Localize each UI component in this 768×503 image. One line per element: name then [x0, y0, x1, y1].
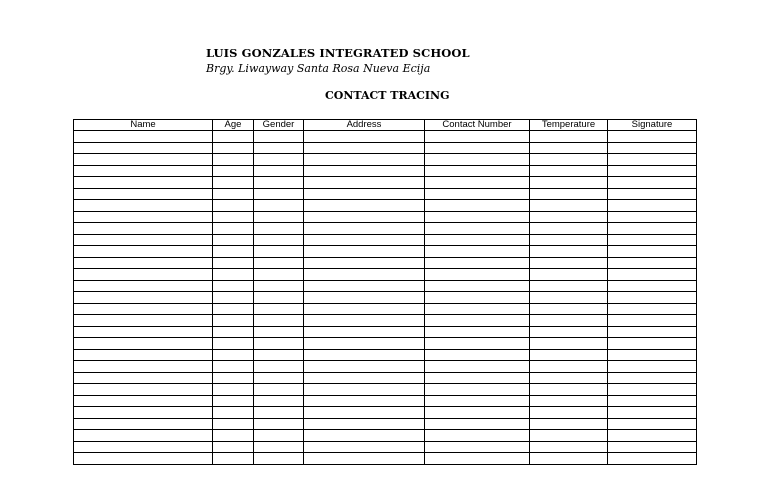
- column-header-signature: Signature: [608, 120, 697, 131]
- table-cell[interactable]: [254, 188, 304, 200]
- table-cell[interactable]: [608, 200, 697, 212]
- table-cell[interactable]: [74, 142, 213, 154]
- table-cell[interactable]: [425, 349, 530, 361]
- table-cell[interactable]: [530, 131, 608, 143]
- table-cell[interactable]: [254, 292, 304, 304]
- table-cell[interactable]: [608, 326, 697, 338]
- table-row: [74, 349, 697, 361]
- table-cell[interactable]: [608, 280, 697, 292]
- table-cell[interactable]: [213, 384, 254, 396]
- table-cell[interactable]: [74, 338, 213, 350]
- table-cell[interactable]: [425, 453, 530, 465]
- table-row: [74, 441, 697, 453]
- table-cell[interactable]: [530, 177, 608, 189]
- column-header-contact-number: Contact Number: [425, 120, 530, 131]
- table-cell[interactable]: [254, 154, 304, 166]
- contact-tracing-table: [73, 119, 697, 465]
- table-cell[interactable]: [74, 246, 213, 258]
- table-cell[interactable]: [425, 407, 530, 419]
- column-header-address: Address: [304, 120, 425, 131]
- table-cell[interactable]: [304, 338, 425, 350]
- table-cell[interactable]: [213, 292, 254, 304]
- table-cell[interactable]: [254, 407, 304, 419]
- table-cell[interactable]: [425, 326, 530, 338]
- table-cell[interactable]: [530, 211, 608, 223]
- table-cell[interactable]: [425, 165, 530, 177]
- table-row: [74, 372, 697, 384]
- table-cell[interactable]: [74, 257, 213, 269]
- table-cell[interactable]: [304, 430, 425, 442]
- table-cell[interactable]: [304, 361, 425, 373]
- table-cell[interactable]: [608, 246, 697, 258]
- table-cell[interactable]: [304, 292, 425, 304]
- table-cell[interactable]: [304, 142, 425, 154]
- table-row: [74, 142, 697, 154]
- table-row: [74, 280, 697, 292]
- table-cell[interactable]: [530, 257, 608, 269]
- table-cell[interactable]: [254, 269, 304, 281]
- table-row: [74, 234, 697, 246]
- table-cell[interactable]: [213, 269, 254, 281]
- table-cell[interactable]: [530, 223, 608, 235]
- table-cell[interactable]: [530, 441, 608, 453]
- table-cell[interactable]: [530, 395, 608, 407]
- table-cell[interactable]: [608, 223, 697, 235]
- table-cell[interactable]: [213, 142, 254, 154]
- table-cell[interactable]: [254, 257, 304, 269]
- table-row: [74, 269, 697, 281]
- table-cell[interactable]: [425, 142, 530, 154]
- table-cell[interactable]: [74, 384, 213, 396]
- table-cell[interactable]: [74, 154, 213, 166]
- table-cell[interactable]: [425, 303, 530, 315]
- table-cell[interactable]: [254, 142, 304, 154]
- table-cell[interactable]: [608, 315, 697, 327]
- table-cell[interactable]: [425, 269, 530, 281]
- table-cell[interactable]: [530, 234, 608, 246]
- table-cell[interactable]: [608, 269, 697, 281]
- table-cell[interactable]: [530, 384, 608, 396]
- table-cell[interactable]: [425, 338, 530, 350]
- table-cell[interactable]: [213, 257, 254, 269]
- table-cell[interactable]: [530, 430, 608, 442]
- table-cell[interactable]: [213, 211, 254, 223]
- table-cell[interactable]: [213, 338, 254, 350]
- table-cell[interactable]: [608, 292, 697, 304]
- table-header-row: [74, 120, 697, 131]
- column-header-name: Name: [74, 120, 213, 131]
- table-cell[interactable]: [608, 453, 697, 465]
- table-cell[interactable]: [74, 395, 213, 407]
- table-cell[interactable]: [425, 441, 530, 453]
- table-cell[interactable]: [608, 384, 697, 396]
- table-cell[interactable]: [254, 430, 304, 442]
- table-cell[interactable]: [425, 395, 530, 407]
- table-cell[interactable]: [254, 384, 304, 396]
- table-cell[interactable]: [608, 234, 697, 246]
- column-header-age: Age: [213, 120, 254, 131]
- table-row: [74, 257, 697, 269]
- table-cell[interactable]: [213, 326, 254, 338]
- table-cell[interactable]: [213, 361, 254, 373]
- table-cell[interactable]: [530, 200, 608, 212]
- table-cell[interactable]: [74, 165, 213, 177]
- table-cell[interactable]: [608, 430, 697, 442]
- table-row: [74, 165, 697, 177]
- table-cell[interactable]: [213, 430, 254, 442]
- table-cell[interactable]: [304, 165, 425, 177]
- column-header-temperature: Temperature: [530, 120, 608, 131]
- table-row: [74, 407, 697, 419]
- table-cell[interactable]: [254, 441, 304, 453]
- table-cell[interactable]: [530, 326, 608, 338]
- table-cell[interactable]: [254, 315, 304, 327]
- table-cell[interactable]: [608, 372, 697, 384]
- table-cell[interactable]: [74, 441, 213, 453]
- table-cell[interactable]: [425, 372, 530, 384]
- table-cell[interactable]: [530, 303, 608, 315]
- table-row: [74, 200, 697, 212]
- table-cell[interactable]: [213, 200, 254, 212]
- table-row: [74, 315, 697, 327]
- table-row: [74, 154, 697, 166]
- table-cell[interactable]: [304, 453, 425, 465]
- table-cell[interactable]: [530, 372, 608, 384]
- table-cell[interactable]: [425, 280, 530, 292]
- table-cell[interactable]: [608, 211, 697, 223]
- table-cell[interactable]: [254, 280, 304, 292]
- table-cell[interactable]: [608, 338, 697, 350]
- table-cell[interactable]: [213, 441, 254, 453]
- table-cell[interactable]: [425, 257, 530, 269]
- table-cell[interactable]: [608, 303, 697, 315]
- table-cell[interactable]: [608, 395, 697, 407]
- table-cell[interactable]: [304, 177, 425, 189]
- table-cell[interactable]: [530, 142, 608, 154]
- table-cell[interactable]: [213, 349, 254, 361]
- table-cell[interactable]: [74, 303, 213, 315]
- table-cell[interactable]: [74, 131, 213, 143]
- school-name: LUIS GONZALES INTEGRATED SCHOOL: [206, 46, 470, 60]
- table-cell[interactable]: [254, 131, 304, 143]
- table-cell[interactable]: [425, 418, 530, 430]
- table-row: [74, 223, 697, 235]
- table-cell[interactable]: [74, 361, 213, 373]
- table-cell[interactable]: [213, 303, 254, 315]
- table-cell[interactable]: [530, 269, 608, 281]
- table-cell[interactable]: [213, 154, 254, 166]
- school-address: Brgy. Liwayway Santa Rosa Nueva Ecija: [206, 62, 431, 75]
- table-cell[interactable]: [74, 269, 213, 281]
- table-row: [74, 131, 697, 143]
- table-cell[interactable]: [213, 234, 254, 246]
- table-cell[interactable]: [74, 188, 213, 200]
- table-cell[interactable]: [74, 315, 213, 327]
- table-cell[interactable]: [425, 154, 530, 166]
- table-cell[interactable]: [425, 315, 530, 327]
- table-cell[interactable]: [425, 234, 530, 246]
- table-cell[interactable]: [304, 257, 425, 269]
- table-cell[interactable]: [425, 361, 530, 373]
- table-cell[interactable]: [608, 142, 697, 154]
- table-cell[interactable]: [254, 372, 304, 384]
- table-cell[interactable]: [74, 234, 213, 246]
- table-cell[interactable]: [213, 453, 254, 465]
- table-cell[interactable]: [304, 223, 425, 235]
- column-header-gender: Gender: [254, 120, 304, 131]
- table-cell[interactable]: [254, 211, 304, 223]
- table-cell[interactable]: [608, 188, 697, 200]
- table-cell[interactable]: [254, 361, 304, 373]
- table-cell[interactable]: [530, 407, 608, 419]
- table-cell[interactable]: [425, 131, 530, 143]
- table-cell[interactable]: [254, 177, 304, 189]
- table-cell[interactable]: [74, 430, 213, 442]
- table-cell[interactable]: [213, 418, 254, 430]
- table-cell[interactable]: [254, 234, 304, 246]
- table-cell[interactable]: [608, 441, 697, 453]
- table-row: [74, 188, 697, 200]
- table-row: [74, 292, 697, 304]
- table-cell[interactable]: [74, 211, 213, 223]
- table-cell[interactable]: [304, 131, 425, 143]
- document-title: CONTACT TRACING: [325, 89, 450, 102]
- table-cell[interactable]: [530, 246, 608, 258]
- table-cell[interactable]: [608, 177, 697, 189]
- table-cell[interactable]: [608, 154, 697, 166]
- table-cell[interactable]: [213, 165, 254, 177]
- table-cell[interactable]: [608, 165, 697, 177]
- table-row: [74, 303, 697, 315]
- table-cell[interactable]: [254, 246, 304, 258]
- table-cell[interactable]: [74, 349, 213, 361]
- table-cell[interactable]: [254, 165, 304, 177]
- table-cell[interactable]: [304, 326, 425, 338]
- table-cell[interactable]: [530, 349, 608, 361]
- table-cell[interactable]: [608, 407, 697, 419]
- table-row: [74, 177, 697, 189]
- table-cell[interactable]: [254, 418, 304, 430]
- table-cell[interactable]: [254, 200, 304, 212]
- table-row: [74, 418, 697, 430]
- table-row: [74, 395, 697, 407]
- table-cell[interactable]: [74, 453, 213, 465]
- table-cell[interactable]: [213, 407, 254, 419]
- table-cell[interactable]: [213, 280, 254, 292]
- table-cell[interactable]: [530, 280, 608, 292]
- table-cell[interactable]: [530, 154, 608, 166]
- table-cell[interactable]: [213, 131, 254, 143]
- table-cell[interactable]: [304, 315, 425, 327]
- table-cell[interactable]: [608, 349, 697, 361]
- table-cell[interactable]: [530, 338, 608, 350]
- table-cell[interactable]: [254, 326, 304, 338]
- table-cell[interactable]: [74, 292, 213, 304]
- table-row: [74, 246, 697, 258]
- table-cell[interactable]: [304, 303, 425, 315]
- table-cell[interactable]: [304, 384, 425, 396]
- table-cell[interactable]: [530, 453, 608, 465]
- table-cell[interactable]: [304, 407, 425, 419]
- table-row: [74, 326, 697, 338]
- table-cell[interactable]: [608, 361, 697, 373]
- table-cell[interactable]: [74, 280, 213, 292]
- table-cell[interactable]: [254, 223, 304, 235]
- table-body: [74, 131, 697, 465]
- table-cell[interactable]: [74, 200, 213, 212]
- table-cell[interactable]: [304, 246, 425, 258]
- table-cell[interactable]: [304, 395, 425, 407]
- table-cell[interactable]: [254, 453, 304, 465]
- table-cell[interactable]: [254, 349, 304, 361]
- table-cell[interactable]: [213, 395, 254, 407]
- table-cell[interactable]: [425, 188, 530, 200]
- table-cell[interactable]: [213, 315, 254, 327]
- table-cell[interactable]: [74, 177, 213, 189]
- table-cell[interactable]: [74, 223, 213, 235]
- table-row: [74, 453, 697, 465]
- table-cell[interactable]: [304, 269, 425, 281]
- table-cell[interactable]: [304, 211, 425, 223]
- table-row: [74, 211, 697, 223]
- table-cell[interactable]: [425, 223, 530, 235]
- table-row: [74, 338, 697, 350]
- table-cell[interactable]: [74, 326, 213, 338]
- table-cell[interactable]: [304, 234, 425, 246]
- table-cell[interactable]: [425, 430, 530, 442]
- table-cell[interactable]: [304, 418, 425, 430]
- table-cell[interactable]: [530, 315, 608, 327]
- table-cell[interactable]: [254, 338, 304, 350]
- table-cell[interactable]: [304, 200, 425, 212]
- table-cell[interactable]: [213, 188, 254, 200]
- table-cell[interactable]: [254, 395, 304, 407]
- table-cell[interactable]: [425, 384, 530, 396]
- table-row: [74, 361, 697, 373]
- table-cell[interactable]: [213, 372, 254, 384]
- table-cell[interactable]: [213, 246, 254, 258]
- table-cell[interactable]: [530, 165, 608, 177]
- table-cell[interactable]: [74, 372, 213, 384]
- table-cell[interactable]: [304, 188, 425, 200]
- table-cell[interactable]: [304, 280, 425, 292]
- table-cell[interactable]: [74, 407, 213, 419]
- table-cell[interactable]: [213, 177, 254, 189]
- table-cell[interactable]: [425, 177, 530, 189]
- table-cell[interactable]: [304, 441, 425, 453]
- table-cell[interactable]: [425, 211, 530, 223]
- table-cell[interactable]: [425, 292, 530, 304]
- table-cell[interactable]: [608, 131, 697, 143]
- table-cell[interactable]: [254, 303, 304, 315]
- table-cell[interactable]: [530, 361, 608, 373]
- table-cell[interactable]: [304, 154, 425, 166]
- table-row: [74, 384, 697, 396]
- table-cell[interactable]: [530, 418, 608, 430]
- table-cell[interactable]: [425, 246, 530, 258]
- table-cell[interactable]: [530, 292, 608, 304]
- table-cell[interactable]: [530, 188, 608, 200]
- table-cell[interactable]: [608, 418, 697, 430]
- table-cell[interactable]: [304, 349, 425, 361]
- table-cell[interactable]: [74, 418, 213, 430]
- table-cell[interactable]: [213, 223, 254, 235]
- table-cell[interactable]: [425, 200, 530, 212]
- table-row: [74, 430, 697, 442]
- table-cell[interactable]: [608, 257, 697, 269]
- table-cell[interactable]: [304, 372, 425, 384]
